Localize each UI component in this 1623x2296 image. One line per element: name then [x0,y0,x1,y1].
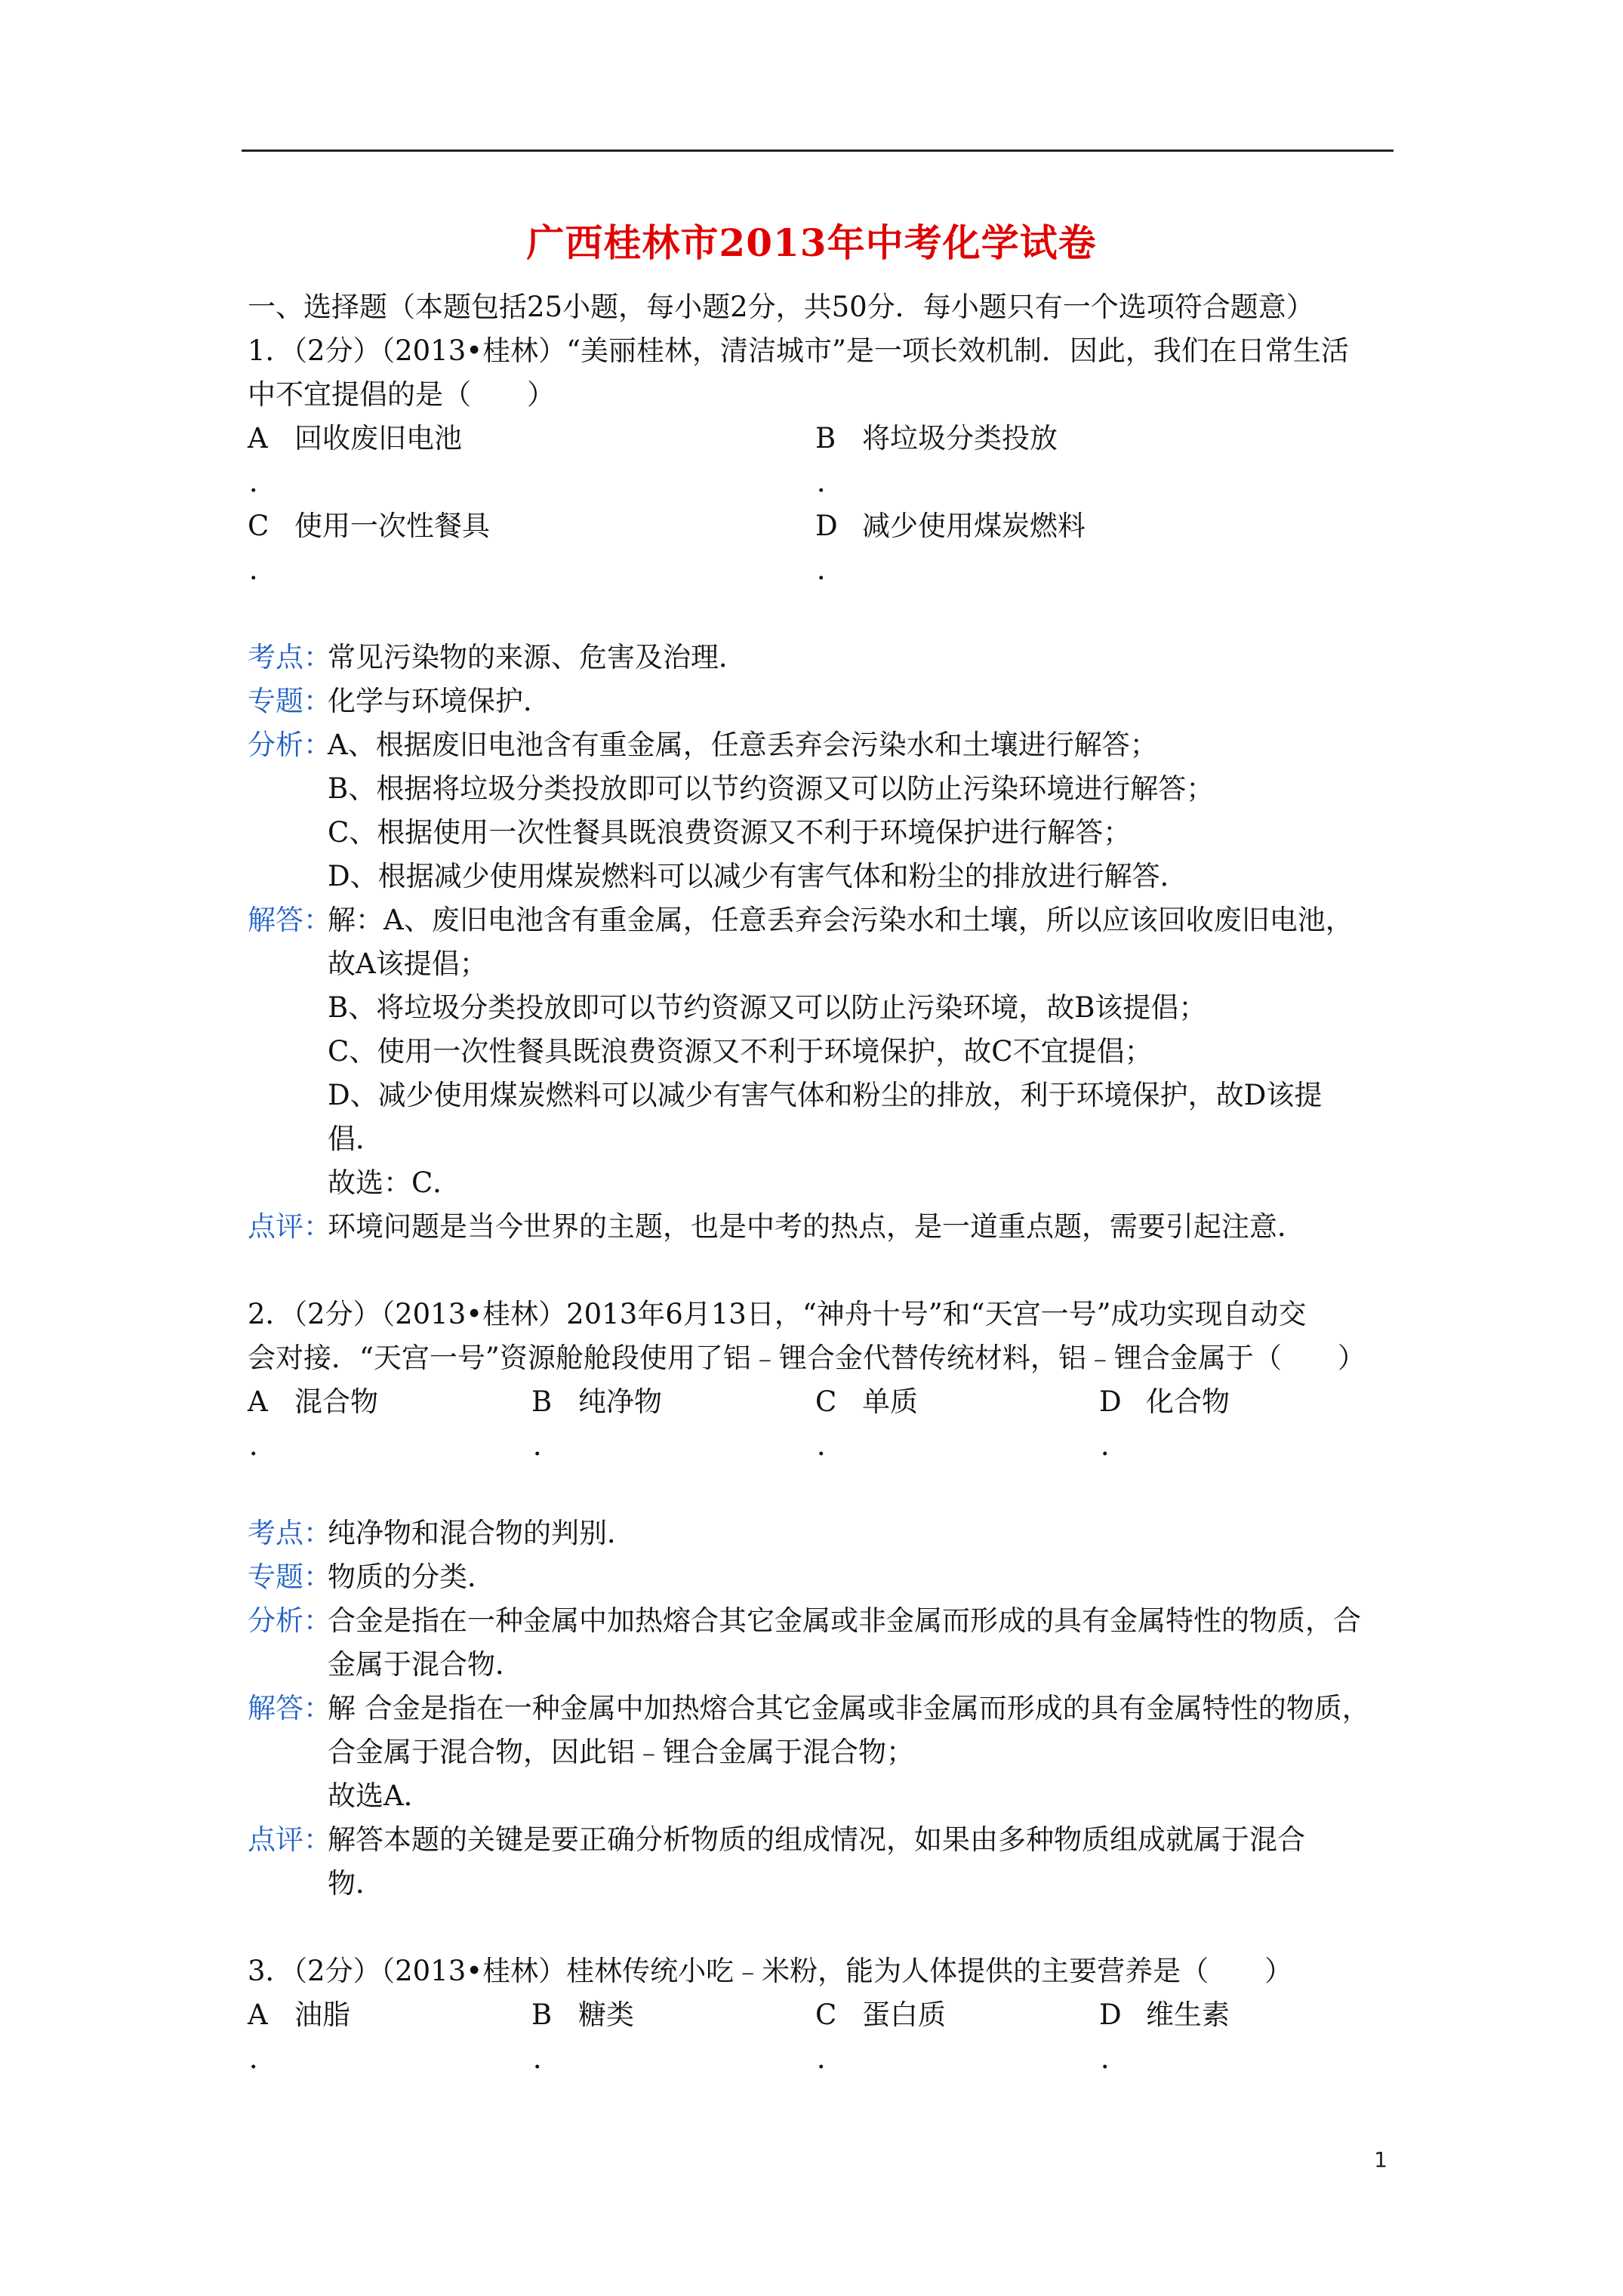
question-2-options [248,1380,1395,1468]
q2-kaodian: 考点： 纯净物和混合物的判别． [248,1517,635,1549]
question-1-options-row-1 [248,417,1395,504]
question-1-options-row-2 [248,504,1395,592]
option-d: D 维生素 ． [1099,1999,1230,2075]
q1-jieda: 解答： 解：A、废旧电池含有重金属，任意丢弃会污染水和土壤，所以应该回收废旧电池， 故A该提倡； B、将垃圾分类投放即可以节约资源又可以防止污染环境，故B该提倡； C、使用一次性餐具既浪费资源又不利于环境保护，故C不宜提倡； D、减少使用煤炭燃料可以减少有害气体和粉尘的排放，利于环境保护，故D该提 倡． 故选：C． [248,904,1354,1199]
option-d: D 化合物 ． [1099,1385,1230,1462]
option-c: C 使用一次性餐具 ． [248,510,490,586]
option-b: B 糖类 ． [531,1999,634,2075]
question-1-stem-line-2: 中不宜提倡的是（ ） [248,378,555,411]
header-rule [242,149,1394,152]
q2-dianping: 点评： 解答本题的关键是要正确分析物质的组成情况，如果由多种物质组成就属于混合 物． [248,1823,1305,1900]
option-a: A 油脂 ． [248,1999,350,2075]
question-2-stem-line-1: 2．（2分）（2013•桂林）2013年6月13日，“神舟十号”和“天宫一号”成功实现自动交 [248,1298,1307,1330]
page-title: 广西桂林市2013年中考化学试卷 [526,220,1097,265]
question-3-options [248,1993,1395,2081]
q1-fenxi: 分析： A、根据废旧电池含有重金属，任意丢弃会污染水和土壤进行解答； B、根据将垃圾分类投放即可以节约资源又可以防止污染环境进行解答； C、根据使用一次性餐具既浪费资源又不利于环境保护进行解答； D、根据减少使用煤炭燃料可以减少有害气体和粉尘的排放进行解答． [248,729,1215,892]
page-number: 1 [1374,2147,1387,2172]
q2-fenxi: 分析： 合金是指在一种金属中加热熔合其它金属或非金属而形成的具有金属特性的物质，合 金属于混合物． [248,1604,1361,1681]
option-c: C 单质 ． [815,1385,918,1462]
question-2-stem-line-2: 会对接．“天宫一号”资源舱舱段使用了铝﹣锂合金代替传统材料，铝﹣锂合金属于（ ） [248,1342,1366,1374]
q1-zhuanti: 专题： 化学与环境保护． [248,685,551,717]
question-1-stem-line-1: 1．（2分）（2013•桂林）“美丽桂林，清洁城市”是一项长效机制．因此，我们在日常生活 [248,334,1349,367]
q2-jieda: 解答： 解 合金是指在一种金属中加热熔合其它金属或非金属而形成的具有金属特性的物质， 合金属于混合物，因此铝﹣锂合金属于混合物； 故选A． [248,1692,1370,1812]
option-a: A 回收废旧电池 ． [248,422,462,498]
option-d: D 减少使用煤炭燃料 ． [815,510,1086,586]
q2-zhuanti: 专题： 物质的分类． [248,1561,495,1593]
document-body [248,285,1395,2081]
section-heading: 一、选择题（本题包括25小题，每小题2分，共50分．每小题只有一个选项符合题意） [248,291,1314,323]
option-b: B 将垃圾分类投放 ． [815,422,1058,498]
question-3-stem: 3．（2分）（2013•桂林）桂林传统小吃﹣米粉，能为人体提供的主要营养是（ ） [248,1955,1293,1987]
option-b: B 纯净物 ． [531,1385,662,1462]
q1-kaodian: 考点： 常见污染物的来源、危害及治理． [248,641,747,673]
option-a: A 混合物 ． [248,1385,378,1462]
q1-dianping: 点评： 环境问题是当今世界的主题，也是中考的热点，是一道重点题，需要引起注意． [248,1210,1305,1243]
option-c: C 蛋白质 ． [815,1999,946,2075]
